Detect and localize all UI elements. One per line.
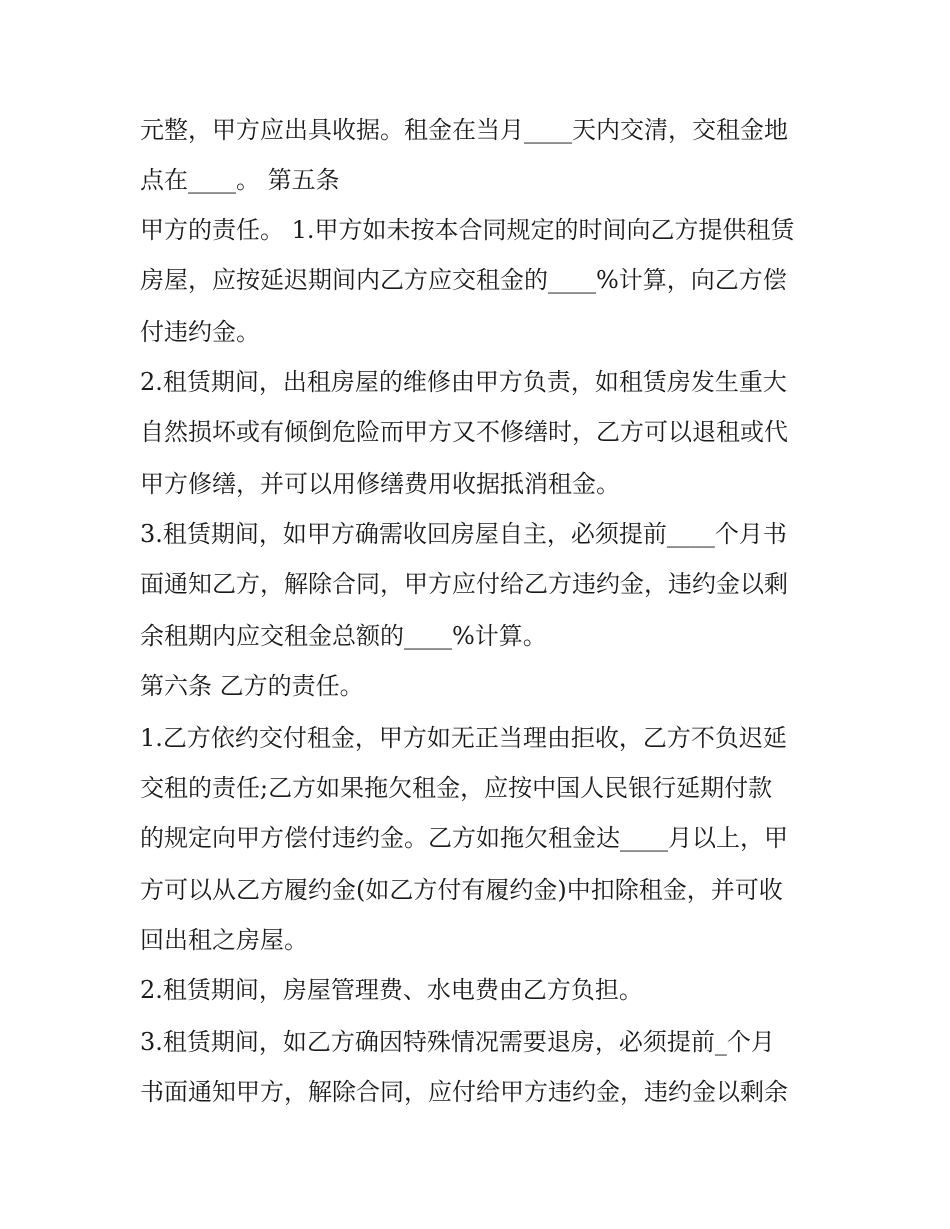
text-line: 书面通知甲方，解除合同，应付给甲方违约金，违约金以剩余 bbox=[140, 1078, 788, 1106]
text-line: 付违约金。 bbox=[140, 318, 260, 346]
text-line: 3.租赁期间，如乙方确因特殊情况需要退房，必须提前_个月 bbox=[140, 1028, 775, 1056]
text-line: 2.租赁期间，出租房屋的维修由甲方负责，如租赁房发生重大 bbox=[140, 368, 787, 396]
text-line: 甲方修缮，并可以用修缮费用收据抵消租金。 bbox=[140, 470, 620, 498]
text-line: 自然损坏或有倾倒危险而甲方又不修缮时，乙方可以退租或代 bbox=[140, 418, 788, 446]
section-heading: 第六条 乙方的责任。 bbox=[140, 672, 364, 700]
text-line: 回出租之房屋。 bbox=[140, 926, 308, 954]
text-line: 甲方的责任。 1.甲方如未按本合同规定的时间向乙方提供租赁 bbox=[140, 216, 795, 244]
text-line: 房屋，应按延迟期间内乙方应交租金的____%计算，向乙方偿 bbox=[140, 266, 787, 294]
text-line: 2.租赁期间，房屋管理费、水电费由乙方负担。 bbox=[140, 976, 643, 1004]
text-line: 点在____。 第五条 bbox=[140, 166, 340, 194]
text-line: 方可以从乙方履约金(如乙方付有履约金)中扣除租金，并可收 bbox=[140, 876, 783, 904]
text-line: 1.乙方依约交付租金，甲方如无正当理由拒收，乙方不负迟延 bbox=[140, 724, 787, 752]
text-line: 余租期内应交租金总额的____%计算。 bbox=[140, 622, 547, 650]
text-line: 交租的责任;乙方如果拖欠租金，应按中国人民银行延期付款 bbox=[140, 774, 773, 802]
text-line: 元整，甲方应出具收据。租金在当月____天内交清，交租金地 bbox=[140, 116, 788, 144]
text-line: 3.租赁期间，如甲方确需收回房屋自主，必须提前____个月书 bbox=[140, 520, 787, 548]
text-line: 的规定向甲方偿付违约金。乙方如拖欠租金达____月以上，甲 bbox=[140, 824, 788, 852]
text-line: 面通知乙方，解除合同，甲方应付给乙方违约金，违约金以剩 bbox=[140, 570, 788, 598]
